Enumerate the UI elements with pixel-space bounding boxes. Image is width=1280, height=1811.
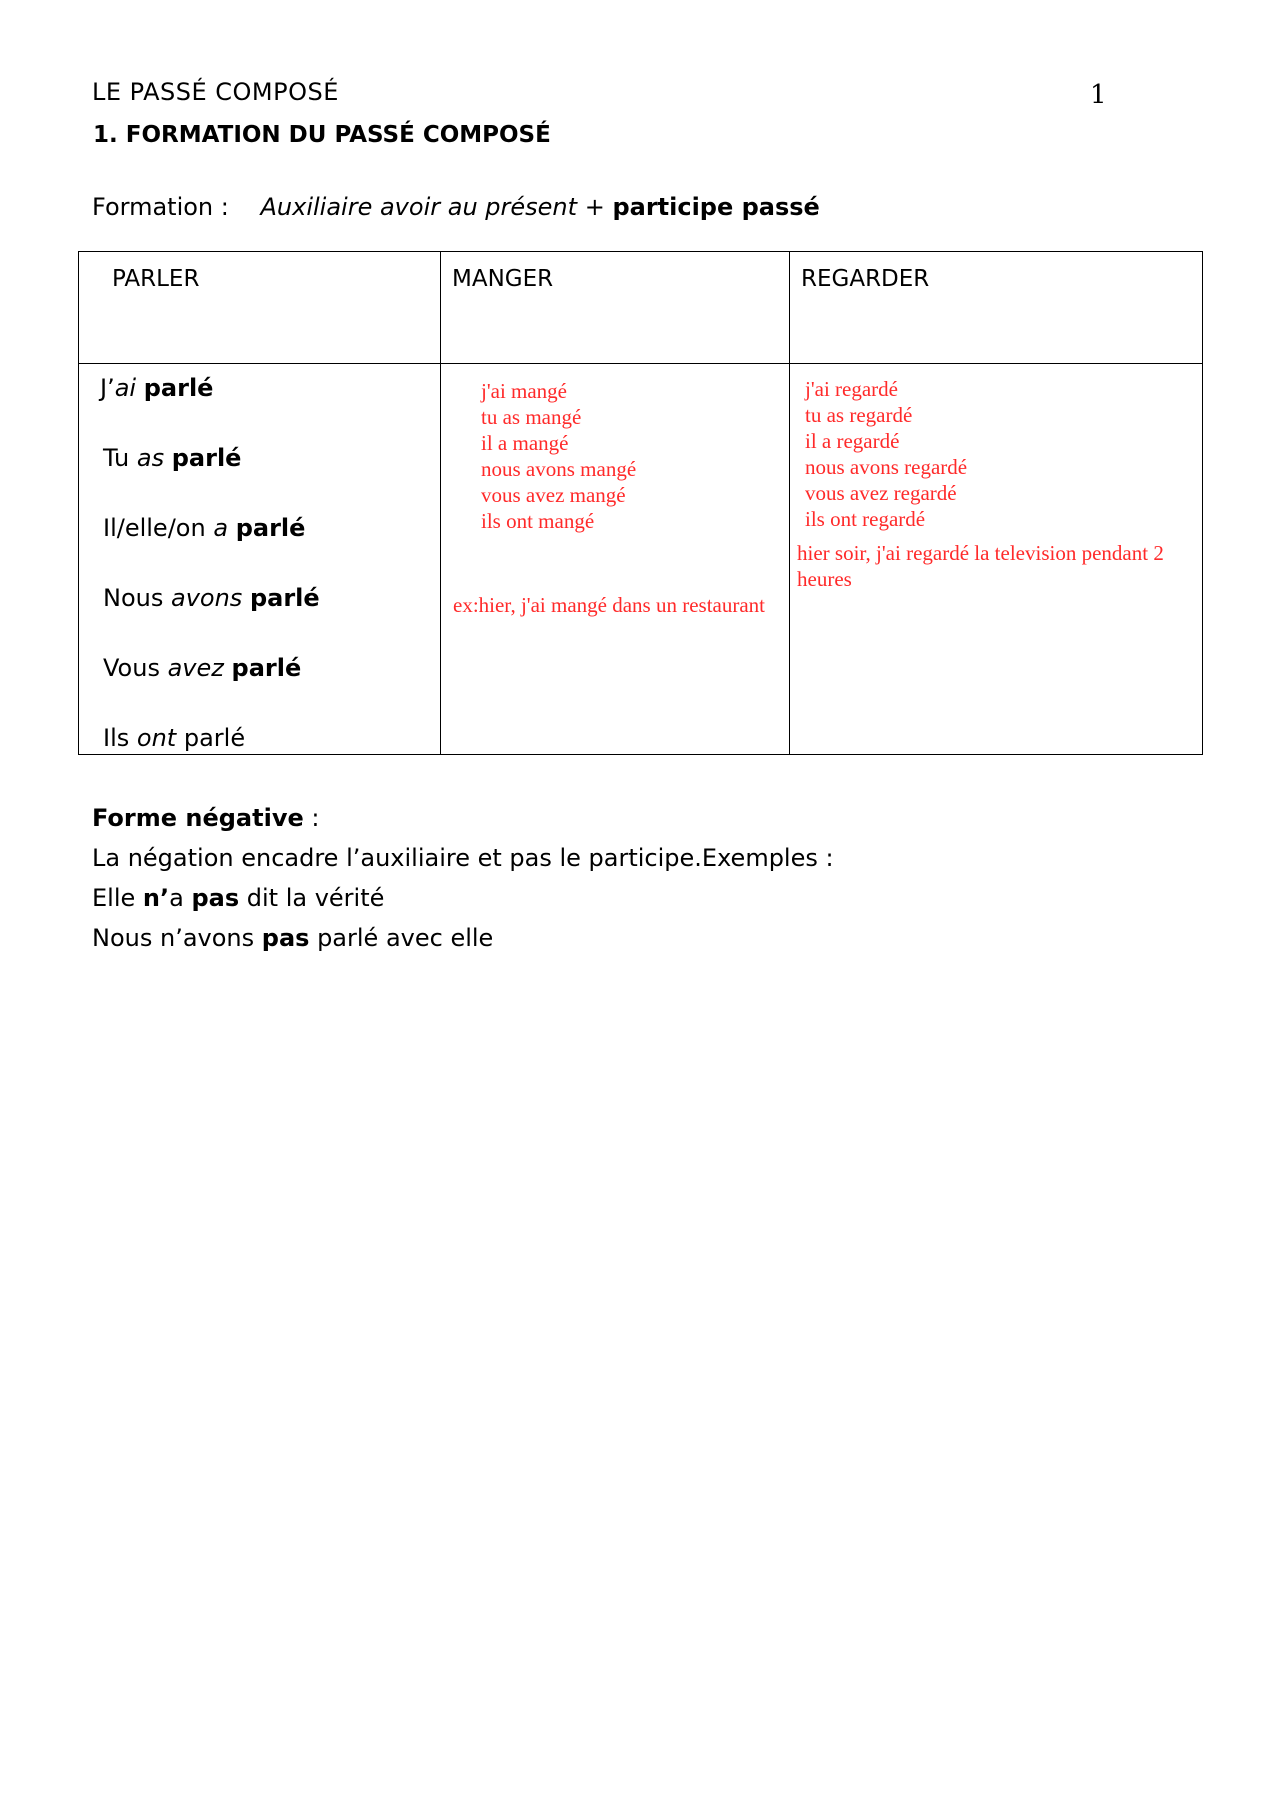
regarder-row: ils ont regardé [805, 507, 926, 531]
subject: Il/elle/on [103, 514, 206, 542]
negative-form-title [92, 804, 319, 832]
column-header-manger: MANGER [452, 266, 554, 292]
formation-line [92, 193, 820, 221]
manger-row: j'ai mangé [481, 379, 567, 403]
parler-row [100, 374, 213, 402]
example-part: Elle [92, 884, 143, 912]
parler-row [103, 584, 320, 612]
regarder-row: vous avez regardé [805, 481, 957, 505]
subject: Nous [103, 584, 164, 612]
manger-row: tu as mangé [481, 405, 582, 429]
example-part: a [169, 884, 192, 912]
auxiliary: ont [136, 724, 177, 752]
auxiliary: as [136, 444, 165, 472]
table-header-divider [79, 363, 1202, 364]
participle: parlé [183, 724, 246, 752]
column-header-parler: PARLER [112, 266, 200, 292]
auxiliary: a [213, 514, 229, 542]
table-column-divider [789, 252, 790, 754]
example-part: Nous n’avons [92, 924, 262, 952]
regarder-row: il a regardé [805, 429, 900, 453]
subject: Ils [103, 724, 130, 752]
subject: Vous [103, 654, 160, 682]
table-column-divider [440, 252, 441, 754]
participle: parlé [171, 444, 242, 472]
subject: J’ [100, 374, 115, 402]
manger-row: vous avez mangé [481, 483, 626, 507]
manger-row: ils ont mangé [481, 509, 595, 533]
negative-example-1 [92, 884, 384, 912]
formation-plus: + [584, 193, 605, 221]
example-negation-pas: pas [191, 884, 240, 912]
auxiliary: avons [171, 584, 243, 612]
parler-row [103, 444, 241, 472]
regarder-row: tu as regardé [805, 403, 913, 427]
auxiliary: ai [114, 374, 137, 402]
page-number: 1 [1090, 80, 1107, 110]
negative-title-suffix: : [303, 804, 320, 832]
participle: parlé [235, 514, 306, 542]
parler-row [103, 724, 245, 752]
manger-conjugation-list [481, 378, 636, 534]
section-title: 1. FORMATION DU PASSÉ COMPOSÉ [93, 122, 551, 148]
negative-title-text: Forme négative [92, 804, 304, 832]
parler-row [103, 654, 301, 682]
manger-example: ex:hier, j'ai mangé dans un restaurant [453, 593, 765, 617]
subject: Tu [103, 444, 130, 472]
formation-auxiliary: Auxiliaire avoir au présent [260, 193, 578, 221]
formation-label: Formation : [92, 193, 229, 221]
column-header-regarder: REGARDER [801, 266, 930, 292]
negative-rule: La négation encadre l’auxiliaire et pas le participe.Exemples : [92, 844, 834, 872]
example-part: dit la vérité [239, 884, 385, 912]
manger-row: il a mangé [481, 431, 569, 455]
formation-participle: participe passé [612, 193, 820, 221]
example-part: parlé avec elle [309, 924, 494, 952]
regarder-conjugation-list [805, 376, 967, 532]
parler-row [103, 514, 305, 542]
participle: parlé [249, 584, 320, 612]
regarder-row: nous avons regardé [805, 455, 968, 479]
regarder-example: hier soir, j'ai regardé la television pendant 2 heures [797, 541, 1164, 591]
example-negation-ne: n’ [142, 884, 170, 912]
regarder-row: j'ai regardé [805, 377, 898, 401]
negative-example-2 [92, 924, 493, 952]
example-negation-pas: pas [261, 924, 310, 952]
participle: parlé [143, 374, 214, 402]
conjugation-table [78, 251, 1203, 755]
manger-row: nous avons mangé [481, 457, 637, 481]
participle: parlé [231, 654, 302, 682]
page-header-title: LE PASSÉ COMPOSÉ [92, 78, 339, 106]
auxiliary: avez [167, 654, 224, 682]
